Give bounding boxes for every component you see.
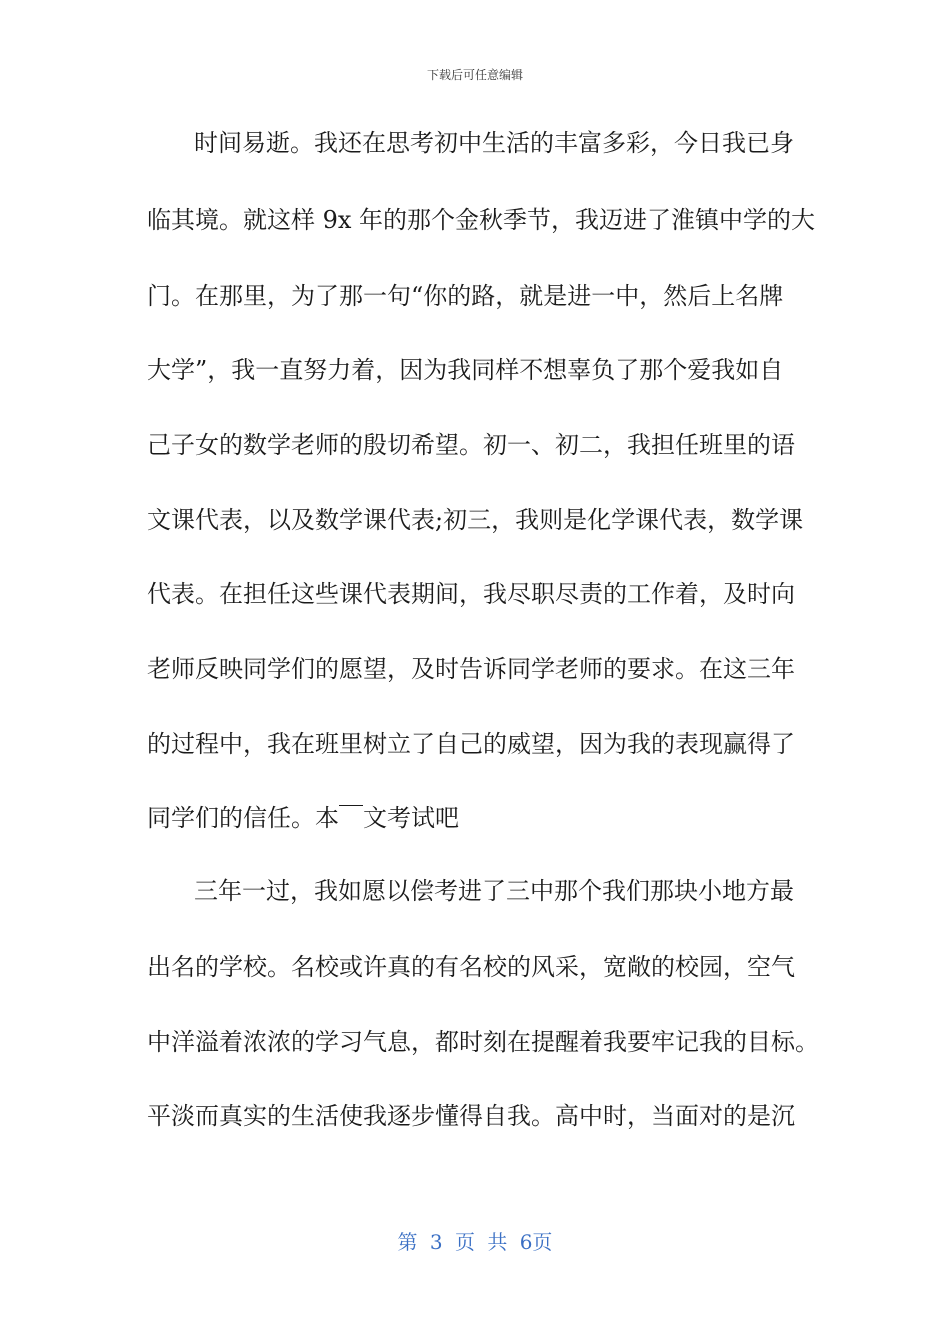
text-line: 出名的学校。名校或许真的有名校的风采，宽敞的校园，空气 [147,953,795,981]
text-line: 的过程中，我在班里树立了自己的威望，因为我的表现赢得了 [147,730,795,758]
text-line: 代表。在担任这些课代表期间，我尽职尽责的工作着，及时向 [147,580,795,608]
text-line: 己子女的数学老师的殷切希望。初一、初二，我担任班里的语 [147,431,795,459]
text-line: 三年一过，我如愿以偿考进了三中那个我们那块小地方最 [194,877,794,905]
text-line: 中洋溢着浓浓的学习气息，都时刻在提醒着我要牢记我的目标。 [147,1028,819,1056]
text-line: 老师反映同学们的愿望，及时告诉同学老师的要求。在这三年 [147,655,795,683]
text-line: 门。在那里，为了那一句“你的路，就是进一中，然后上名牌 [147,282,784,310]
text-line: 时间易逝。我还在思考初中生活的丰富多彩，今日我已身 [194,129,794,157]
text-line: 文课代表，以及数学课代表;初三，我则是化学课代表，数学课 [147,506,804,534]
text-line: 平淡而真实的生活使我逐步懂得自我。高中时，当面对的是沉 [147,1102,795,1130]
text-line: 同学们的信任。本￣文考试吧 [147,804,459,832]
page-number: 第 3 页 共 6页 [397,1230,553,1254]
text-line: 大学”，我一直努力着，因为我同样不想辜负了那个爱我如自 [147,356,784,384]
page-header: 下载后可任意编辑 [426,68,523,82]
text-line: 临其境。就这样 9x 年的那个金秋季节，我迈进了淮镇中学的大 [147,206,816,234]
